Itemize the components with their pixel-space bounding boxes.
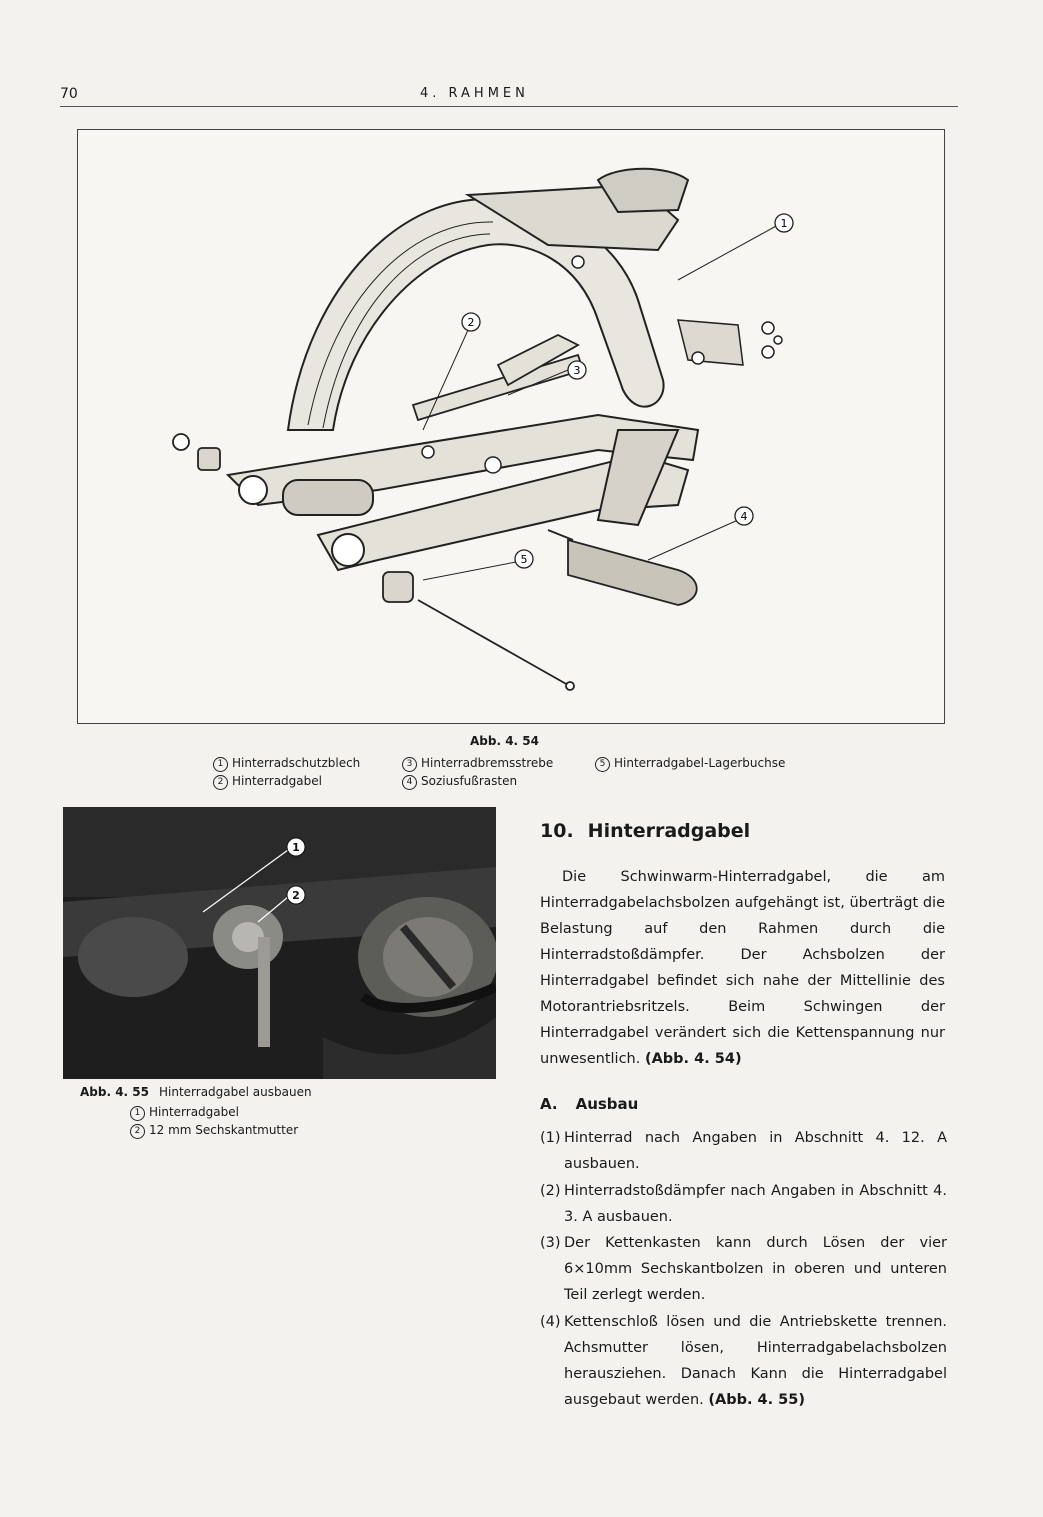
brake-strut-drawing	[413, 335, 583, 420]
svg-text:5: 5	[520, 553, 528, 566]
legend-item-5: 5 Hinterradgabel-Lagerbuchse	[595, 754, 785, 772]
svg-text:1: 1	[292, 841, 300, 854]
svg-text:2: 2	[467, 316, 475, 329]
footrest-drawing	[548, 530, 697, 605]
step-4: (4) Kettenschloß lösen und die Antriebskette trennen. Achsmutter lösen, Hinterradgabelachsbolzen herausziehen. Danach Kann die Hinterradgabel ausgebaut werden. (Abb. 4. 55)	[540, 1314, 947, 1408]
legend-item-1: 1 Hinterradschutzblech	[213, 754, 360, 772]
section-title: 10. Hinterradgabel	[540, 820, 751, 842]
figure-photo-caption: Abb. 4. 55 Hinterradgabel ausbauen	[80, 1085, 312, 1099]
swing-arm-drawing	[228, 415, 698, 570]
svg-text:2: 2	[292, 889, 300, 902]
photo-legend-item-1: 1 Hinterradgabel	[130, 1103, 239, 1121]
figure-exploded-view	[77, 129, 945, 724]
step-2: (2) Hinterradstoßdämpfer nach Angaben in Abschnitt 4. 3. A ausbauen.	[540, 1183, 947, 1225]
callout-2	[462, 313, 480, 331]
svg-text:3: 3	[573, 364, 581, 377]
figure-main-caption: Abb. 4. 54	[470, 734, 539, 748]
running-head: 4. RAHMEN	[420, 86, 529, 101]
callout-3	[568, 361, 586, 379]
section-intro: Die Schwinwarm-Hinterradgabel, die am Hinterradgabelachsbolzen aufgehängt ist, überträgt die Belastung auf den Rahmen durch die Hinterradstoßdämpfer. Der Achsbolzen der Hinterradgabel befindet sich nahe der Mittellinie des Motorantriebsritzels. Beim Schwingen der Hinterradgabel verändert sich die Kettenspannung nur unwesentlich. (Abb. 4. 54)	[540, 869, 945, 1067]
callout-1	[775, 214, 793, 232]
exploded-view-drawing	[78, 130, 944, 723]
callout-5	[515, 550, 533, 568]
photo-callout-2	[287, 886, 305, 904]
step-1: (1) Hinterrad nach Angaben in Abschnitt 4. 12. A ausbauen.	[540, 1130, 947, 1172]
legend-item-2: 2 Hinterradgabel	[213, 772, 322, 790]
photo-legend-item-2: 2 12 mm Sechskantmutter	[130, 1121, 298, 1139]
subsection-title: A. Ausbau	[540, 1095, 639, 1113]
photo-callout-1	[287, 838, 305, 856]
page-number: 70	[60, 86, 78, 102]
header-rule	[60, 106, 958, 107]
legend-item-3: 3 Hinterradbremsstrebe	[402, 754, 553, 772]
figure-photo	[63, 807, 496, 1079]
step-3: (3) Der Kettenkasten kann durch Lösen der vier 6×10mm Sechskantbolzen in oberen und unteren Teil zerlegt werden.	[540, 1235, 947, 1303]
legend-item-4: 4 Soziusfußrasten	[402, 772, 517, 790]
callout-4	[735, 507, 753, 525]
svg-text:1: 1	[780, 217, 788, 230]
svg-text:4: 4	[740, 510, 748, 523]
swing-arm-photo	[63, 807, 496, 1079]
